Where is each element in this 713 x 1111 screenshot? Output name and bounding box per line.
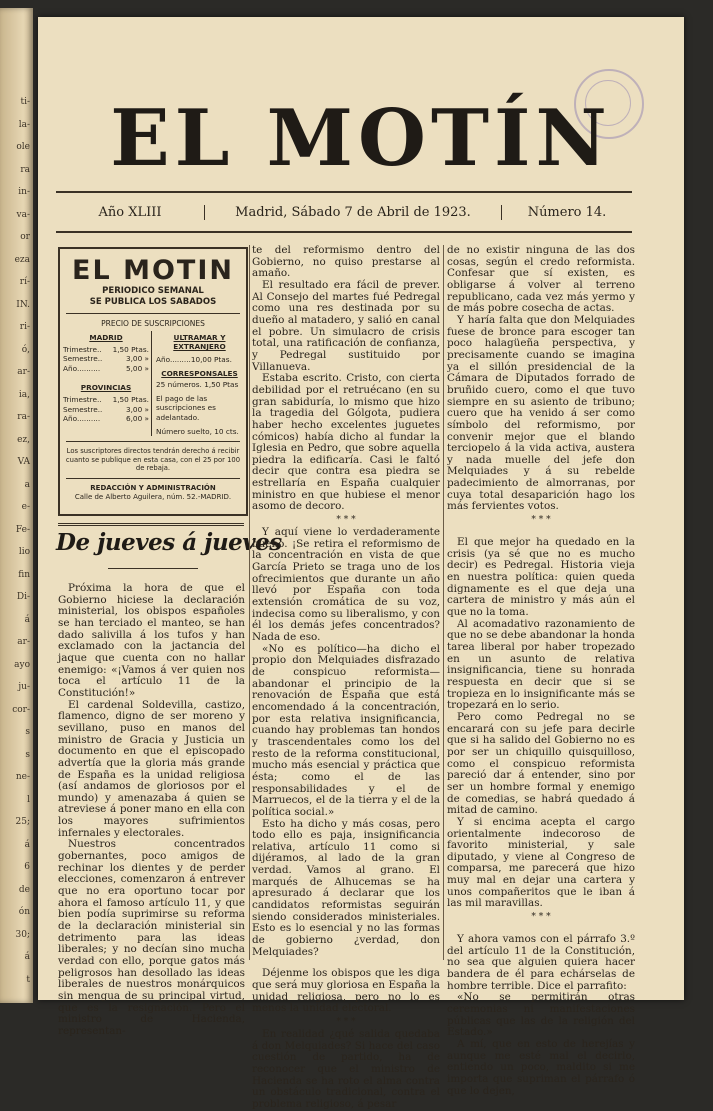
- section-rule-top: [58, 523, 244, 526]
- madrid-label: MADRID: [89, 333, 123, 342]
- article-paragraph: «No se permitirán otras ceremonias ni manifestaciones públicas que las de la religión del Estado.»: [447, 991, 635, 1039]
- strip-fragment: 25;: [15, 817, 30, 827]
- article-paragraph: «No es político—ha dicho el propio don Melquiades disfrazado de conspicuo reformista—abandonar el principio de la renovación de España que está encomendado á la concentración, por esta relativa insignificancia, cuando hay problemas tan hondos y trascendentales como los del resto de la reforma constitucional, mucho más esencial y práctica que ésta; como el de las responsabilidades y el de Marruecos, el de la tierra y el de la política social.»: [252, 642, 440, 818]
- strip-fragment: ón: [18, 907, 30, 917]
- article-column-2: [252, 245, 440, 1111]
- section-title: De jueves á jueves: [56, 529, 282, 556]
- article-paragraph: de no existir ninguna de las dos cosas, según el credo reformista. Confesar que sí existen, es obligarse á volver al terreno republicano, cada vez más yermo y de más pobre cosecha de actas.: [447, 244, 635, 315]
- article-paragraph: El cardenal Soldevilla, castizo, flamenco, digno de ser moreno y sevillano, puso en manos del ministro de Gracia y Justicia un documento en que el episcopado advertía que la gloria más grande de España es la unidad religiosa (así andamos de gloriosos por el mundo) y amenazaba á quien se atreviese á poner mano en ella con los mayores sufrimientos infernales y electorales.: [58, 698, 245, 839]
- article-paragraph: El resultado era fácil de prever. Al Consejo del martes fué Pedregal como una res destinada por su dueño al matadero, y salió en canal el pobre. Un simulacro de crisis total, una ratificación de confianza, y Pedregal sustituido por Villanueva.: [252, 278, 440, 373]
- article-paragraph: Al acomadativo razonamiento de que no se debe abandonar la honda tarea liberal por haber tropezado en un asunto de relativa insignificancia, tiene su honrada respuesta en decir que si se tropieza en lo insignificante más se tropezará en lo serio.: [447, 617, 635, 712]
- section-separator: * * *: [336, 1017, 356, 1027]
- article-paragraph: Esto ha dicho y más cosas, pero todo ello es paja, insignificancia relativa, artículo 11 como si dijéramos, al lado de la gran verdad. Vamos al grano. El marqués de Alhucemas se ha apresurado á declarar que los candidatos reformistas seguirán siendo considerados ministeriales. Esto es lo esencial y no las formas de gobierno ¿verdad, don Melquiades?: [252, 817, 440, 958]
- strip-fragment: 30;: [15, 929, 30, 940]
- strip-fragment: a: [24, 479, 30, 490]
- article-paragraph: El que mejor ha quedado en la crisis (ya sé que no es mucho decir) es Pedregal. Historia vieja en nuestra política: quien queda dignamente es el que deja una cartera de ministro y más aún el que no la toma.: [447, 536, 635, 619]
- price-row: Año.......... 6,00 »: [63, 414, 149, 424]
- strip-fragment: Di-: [16, 592, 30, 602]
- issue-number: Número 14.: [527, 204, 607, 220]
- strip-fragment: ayo: [14, 659, 30, 670]
- article-paragraph: Y aquí viene lo verdaderamente bueno. ¡Se retira el reformismo de la concentración en vista de que García Prieto se traga uno de los ofrecimientos que durante un año llevó por España con toda extensión cromática de su voz, indecisa como su liberalismo, y con él los demás jefes concentrados? Nada de eso.: [252, 526, 440, 643]
- strip-fragment: eza: [14, 254, 30, 265]
- article-paragraph: A mí, que en esto de herejías y aunque me esté mal el decirlo, entiendo un poco, maldito si me importa que supriman el párrafo ó que lo dejen,: [447, 1038, 635, 1097]
- article-paragraph: En realidad ¿qué salida quedaba á don Melquiades? Si hace del caso cuestión de partido, ha de reconocer que el ministro de Hacienda se ha roto el alma contra un obstáculo tradicional, contra el problema religioso, á pesar: [252, 1028, 440, 1110]
- payment-note: El pago de las suscripciones es adelantado.: [156, 393, 216, 422]
- strip-fragment: l: [27, 794, 30, 805]
- masthead-title: EL MOTÍN: [110, 93, 612, 184]
- strip-fragment: ole: [16, 142, 30, 152]
- article-paragraph: Y haría falta que don Melquiades fuese de bronce para escoger tan poco halagüeña perspectiva, y precisamente cuando se imagina ya el sillón presidencial de la Cámara de Diputados forrado de bruñido cuero, como el que tuvo siempre en su asiento de tribuno; cuero que ha venido á ser como símbolo del reformismo, por convenir mejor que el blando terciopelo á la vida activa, austera y nada muelle del jefe don Melquiades y á su rebelde padecimiento de almorranas, por cuya total desaparición hago los más fervientes votos.: [447, 313, 635, 513]
- strip-fragment: cor-: [12, 704, 30, 715]
- issue-date: Madrid, Sábado 7 de Abril de 1923.: [205, 205, 502, 220]
- strip-fragment: rí-: [19, 277, 30, 287]
- redaccion-address: Calle de Alberto Aguilera, núm. 52.-MADRID.: [74, 492, 232, 501]
- provincias-label: PROVINCIAS: [80, 383, 132, 393]
- article-paragraph: Pero como Pedregal no se encarará con su jefe para decirle que si ha salido del Gobierno no es por ser un chiquillo quisquilloso, como el conspicuo reformista pareció dar á entender, sino por ser un hombre formal y enemigo de comedias, se habrá quedado á mitad de camino.: [447, 710, 635, 817]
- strip-fragment: de: [18, 884, 30, 895]
- section-separator: * * *: [336, 515, 356, 526]
- strip-fragment: t: [26, 974, 30, 985]
- article-paragraph: te del reformismo dentro del Gobierno, no quiso prestarse al amaño.: [252, 244, 440, 280]
- article-paragraph: Déjenme los obispos que les diga que será muy gloriosa en España la unidad religiosa, pero no lo es menos la unidad electoral.: [252, 967, 440, 1015]
- ultramar-label: ULTRAMAR Y EXTRANJERO: [173, 333, 226, 351]
- price-row: Año.......... 5,00 »: [63, 363, 149, 373]
- strip-fragment: la-: [18, 119, 30, 130]
- strip-fragment: ju-: [18, 682, 30, 692]
- strip-fragment: ra-: [17, 412, 30, 422]
- strip-fragment: ar-: [17, 367, 30, 377]
- price-row: Trimestre.. 1,50 Ptas.: [63, 394, 149, 404]
- strip-fragment: va-: [16, 209, 30, 220]
- article-paragraph: Y ahora vamos con el párrafo 3.º del artículo 11 de la Constitución, no sea que alguien quiera hacer bandera de él para echárselas de hombre terrible. Dice el parrafito:: [447, 933, 635, 992]
- box-title: EL MOTIN: [72, 255, 234, 286]
- strip-fragment: ra: [20, 164, 30, 175]
- newspaper-page: [38, 17, 684, 1110]
- article-paragraph: Estaba escrito. Cristo, con cierta debilidad por el retruécano (en su gran sabiduría, lo mismo que hizo la tragedia del Gólgota, pudiera haber hecho excelentes juguetes cómicos) había dicho al fundar la Iglesia en Pedro, que sobre aquella piedra la edificaría. Casi le faltó decir que contra esa piedra se estrellaría en España cualquier ministro en que hubiese el menor asomo de decoro.: [252, 372, 440, 513]
- strip-fragment: á: [24, 614, 30, 625]
- strip-fragment: ia,: [18, 389, 30, 400]
- article-paragraph: Y si encima acepta el cargo orientalmente indecoroso de favorito ministerial, y sale diputado, y viene al Congreso de comparsa, me parecerá que hizo muy mal en dejar una cartera y unos compañeritos que le iban á las mil maravillas.: [447, 815, 635, 910]
- strip-fragment: ri-: [19, 322, 30, 332]
- strip-fragment: s: [25, 727, 30, 737]
- box-subtitle-1: PERIODICO SEMANAL: [102, 286, 204, 296]
- article-column-1: [58, 583, 245, 1038]
- redaccion-label: REDACCIÓN Y ADMINISTRACIÓN: [90, 483, 216, 492]
- strip-fragment: ez,: [17, 434, 30, 445]
- strip-fragment: in-: [18, 187, 30, 197]
- price-row: Semestre.. 3,00 »: [63, 354, 149, 364]
- article-paragraph: Próxima la hora de que el Gobierno hiciese la declaración ministerial, los obispos españoles se han terciado el manteo, se han dado salivilla á los tufos y han exclamado con la jactancia del jaque que cuenta con no hallar enemigo: «¡Vamos á ver quien nos toca el artículo 11 de la Constitución!»: [58, 582, 245, 699]
- box-footnote: Los suscriptores directos tendrán derecho á recibir cuanto se publique en esta casa, con el 25 por 100 de rebaja.: [65, 447, 241, 473]
- price-row: Trimestre.. 1,50 Ptas.: [63, 344, 149, 354]
- section-separator: * * *: [531, 515, 551, 526]
- corresponsales-price: 25 números. 1,50 Ptas: [156, 380, 239, 390]
- strip-fragment: 6: [24, 862, 30, 872]
- column-divider: [443, 245, 444, 960]
- strip-fragment: ó,: [21, 344, 30, 355]
- strip-fragment: fin: [18, 569, 30, 580]
- section-title-underline: [108, 568, 198, 569]
- strip-fragment: ar-: [17, 637, 30, 647]
- single-issue-price: Número suelto, 10 cts.: [156, 426, 239, 436]
- column-divider: [249, 245, 250, 960]
- strip-fragment: á: [24, 839, 30, 850]
- adjacent-page-strip: [0, 8, 33, 1003]
- strip-fragment: e-: [21, 502, 30, 512]
- subscription-box: [58, 247, 248, 516]
- article-column-3: [447, 245, 635, 1097]
- ultramar-price: Año.........10,00 Ptas.: [156, 355, 232, 364]
- issue-year: Año XLIII: [56, 205, 205, 220]
- strip-fragment: á: [24, 952, 30, 962]
- dateline-bar: [56, 191, 632, 233]
- strip-fragment: VA: [17, 457, 30, 467]
- box-subtitle-2: SE PUBLICA LOS SABADOS: [89, 297, 217, 307]
- strip-fragment: Fe-: [15, 524, 30, 535]
- strip-fragment: s: [25, 749, 30, 760]
- corresponsales-label: CORRESPONSALES: [161, 368, 238, 378]
- section-separator: * * *: [531, 912, 551, 923]
- strip-fragment: ti-: [20, 97, 30, 107]
- price-row: Semestre.. 3,00 »: [63, 404, 149, 414]
- strip-fragment: ne-: [15, 772, 30, 782]
- strip-fragment: IN.: [16, 299, 30, 310]
- article-paragraph: Nuestros concentrados gobernantes, poco amigos de rechinar los dientes y de perder elecciones, comenzaron á entrever que no era oportuno tocar por ahora el famoso artículo 11, y que bien podía suprimirse su reforma de la declaración ministerial sin detrimento para las ideas liberales; y no decían sino mucha verdad con ello, porque gatos más peligrosos han desollado las ideas liberales de nuestros monárquicos sin mengua de su principal virtud, que es la resignación. Pero el ministro de Hacienda, representan-: [58, 838, 245, 1037]
- strip-fragment: or: [20, 232, 30, 242]
- prices-header: PRECIO DE SUSCRIPCIONES: [101, 319, 205, 328]
- prices-grid: [60, 331, 246, 436]
- strip-fragment: lio: [18, 547, 30, 557]
